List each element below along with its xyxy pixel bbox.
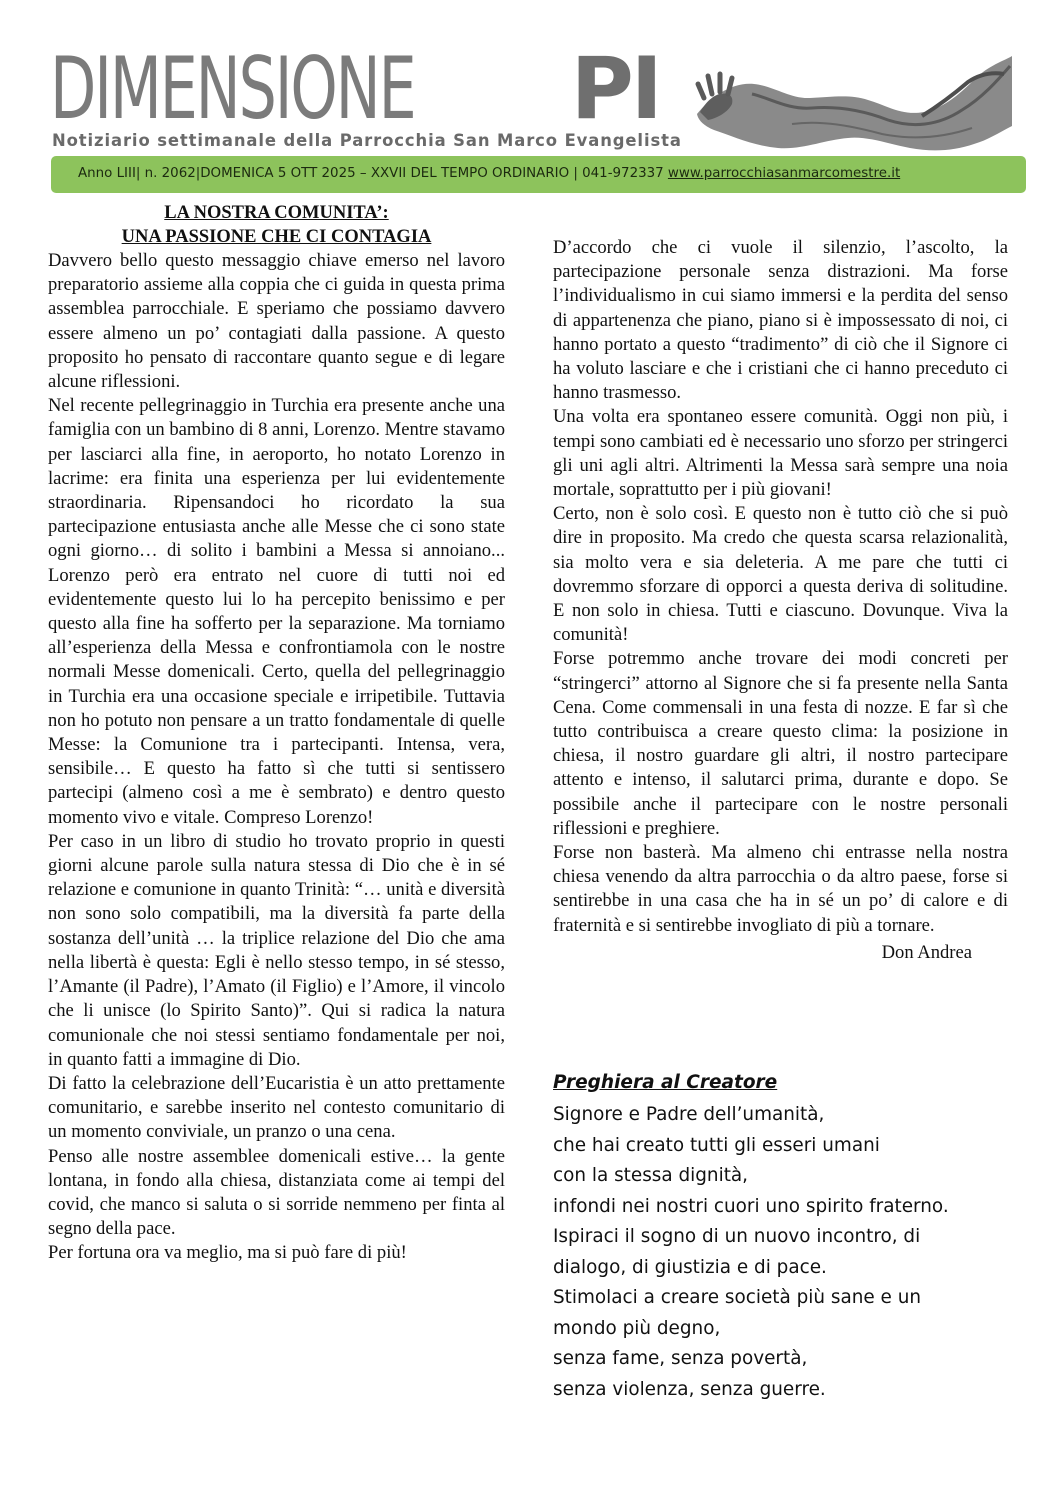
article-paragraph: D’accordo che ci vuole il silenzio, l’ascolto, la partecipazione personale senza distrazioni. Ma forse l’individualismo in cui siamo immersi e la perdita del senso di appartenenza che piano, piano si è impossessato di noi, ci hanno portato a questo “tradimento” di ciò che il Signore ci ha voluto lasciare e che i cristiani che ci hanno preceduto ci hanno trasmesso. bbox=[553, 237, 1008, 404]
website-link[interactable]: www.parrocchiasanmarcomestre.it bbox=[667, 166, 901, 181]
newsletter-subtitle: Notiziario settimanale della Parrocchia San Marco Evangelista bbox=[52, 131, 682, 150]
article-paragraph: Una volta era spontaneo essere comunità. Oggi non più, i tempi sono cambiati ed è necessario uno sforzo per stringerci gli uni agli altri. Altrimenti la Messa sarà sempre una noia mortale, soprattutto per i più giovani! bbox=[553, 406, 1008, 501]
prayer-section bbox=[553, 1070, 1033, 1405]
statue-image bbox=[692, 54, 1012, 154]
article-paragraph: Penso alle nostre assemblee domenicali estive… la gente lontana, in fondo alla chiesa, distanziata come ai tempi del covid, che manco si saluta o si sorride nemmeno per finta al segno della pace. bbox=[48, 1145, 505, 1240]
article-right-column bbox=[553, 236, 1008, 965]
prayer-line: che hai creato tutti gli esseri umani bbox=[553, 1134, 880, 1156]
prayer-line: Signore e Padre dell’umanità, bbox=[553, 1104, 825, 1125]
article-paragraph: Nel recente pellegrinaggio in Turchia era presente anche una famiglia con un bambino di 8 anni, Lorenzo. Mentre stavamo per lasciarci alla fine, in aeroporto, ho notato Lorenzo in lacrime: era finita una esperienza per lui evidentemente straordinaria. Ripensandoci ho ricordato la sua partecipazione entusiasta anche alle Messe che ci sono state ogni giorno… di solito i bambini a Messa si annoiano... Lorenzo però era entrato nel cuore di tutti noi ed evidentemente questo lui lo ha percepito benissimo e per questo alla fine ha sofferto per la separazione. Ma torniamo all’esperienza della Messa e confrontiamola con le nostre normali Messe domenicali. Certo, quella del pellegrinaggio in Turchia era una occasione speciale e irripetibile. Tuttavia non ho potuto non pensare a un tratto fondamentale di quelle Messe: la Comunione tra i partecipanti. Intensa, vera, sensibile… E questo ha fatto sì che tutti si sentissero partecipi (almeno così a me è sembrato) e dentro questo momento vivo e vitale. Compreso Lorenzo! bbox=[48, 395, 505, 828]
prayer-line: infondi nei nostri cuori uno spirito fraterno. bbox=[553, 1195, 949, 1217]
prayer-line: dialogo, di giustizia e di pace. bbox=[553, 1256, 827, 1278]
issue-info-text bbox=[78, 166, 900, 181]
article-paragraph: Di fatto la celebrazione dell’Eucaristia è un atto prettamente comunitario, e sarebbe inserito nel contesto comunitario di un momento conviviale, un pranzo o una cena. bbox=[48, 1072, 505, 1143]
article-paragraph: Certo, non è solo così. E questo non è tutto ciò che si può dire in proposito. Ma credo che questa scarsa relazionalità, sia molto vera e sia deleteria. A me pare che tutti ci dovremmo sforzare di opporci a questa deriva di solitudine. E non solo in chiesa. Tutti e ciascuno. Dovunque. Viva la comunità! bbox=[553, 503, 1008, 646]
article-paragraph: Per caso in un libro di studio ho trovato proprio in questi giorni alcune parole sulla natura stessa di Dio che è in sé relazione e comunione in quanto Trinità: “… unità e diversità non sono solo compatibili, ma la diversità fa parte della sostanza dell’unità … la triplice relazione del Dio che ama nella libertà è questa: Egli è nello stesso tempo, in sé stesso, l’Amante (il Padre), l’Amato (il Figlio) e l’Amore, il vincolo che li unisce (lo Spirito Santo)”. Qui si radica la natura comunionale che noi stessi sentiamo fondamentale per noi, in quanto fatti a immagine di Dio. bbox=[48, 830, 505, 1070]
newsletter-logo bbox=[50, 39, 660, 139]
article-signature: Don Andrea bbox=[881, 941, 972, 963]
prayer-line: Stimolaci a creare società più sane e un bbox=[553, 1287, 922, 1308]
prayer-line: mondo più degno, bbox=[553, 1317, 721, 1339]
logo-title-bold: PI bbox=[570, 39, 660, 139]
prayer-line: senza fame, senza povertà, bbox=[553, 1348, 808, 1369]
issue-details: Anno LIII| n. 2062|DOMENICA 5 OTT 2025 – XXVII DEL TEMPO ORDINARIO | 041-972337 bbox=[78, 166, 668, 181]
prayer-line: senza violenza, senza guerre. bbox=[553, 1378, 826, 1400]
article-paragraph: Per fortuna ora va meglio, ma si può fare di più! bbox=[48, 1242, 407, 1264]
article-left-column bbox=[48, 201, 505, 1266]
article-paragraph: Forse non basterà. Ma almeno chi entrasse nella nostra chiesa venendo da altra parrocchia o da altro paese, forse si sentirebbe in una casa che ha in sé un po’ di calore e di fraternità e si sentirebbe invogliato di più a tornare. bbox=[553, 842, 1008, 936]
article-paragraph: Davvero bello questo messaggio chiave emerso nel lavoro preparatorio assieme alla coppia che ci guida in questa prima assemblea parrocchiale. E speriamo che possiamo davvero essere almeno un po’ contagiati dalla passione. A questo proposito ho pensato di raccontare quanto segue e di legare alcune riflessioni. bbox=[48, 250, 505, 393]
prayer-line: con la stessa dignità, bbox=[553, 1165, 749, 1186]
article-paragraph: Forse potremmo anche trovare dei modi concreti per “stringerci” attorno al Signore che si fa presente nella Santa Cena. Come commensali in una festa di nozze. E far sì che tutto contribuisca a creare questo clima: la posizione in chiesa, il nostro guardare gli altri, il nostro partecipare attento e intenso, il salutarci prima, durante e dopo. Se possibile anche il partecipare con le nostre personali riflessioni e preghiere. bbox=[553, 648, 1008, 839]
prayer-line: Ispiraci il sogno di un nuovo incontro, di bbox=[553, 1226, 921, 1247]
article-title-line-2: UNA PASSIONE CHE CI CONTAGIA bbox=[121, 227, 432, 247]
logo-title-light: DIMENSIONE bbox=[50, 39, 415, 139]
prayer-title: Preghiera al Creatore bbox=[553, 1072, 778, 1093]
article-title-line-1: LA NOSTRA COMUNITA’: bbox=[164, 203, 389, 223]
